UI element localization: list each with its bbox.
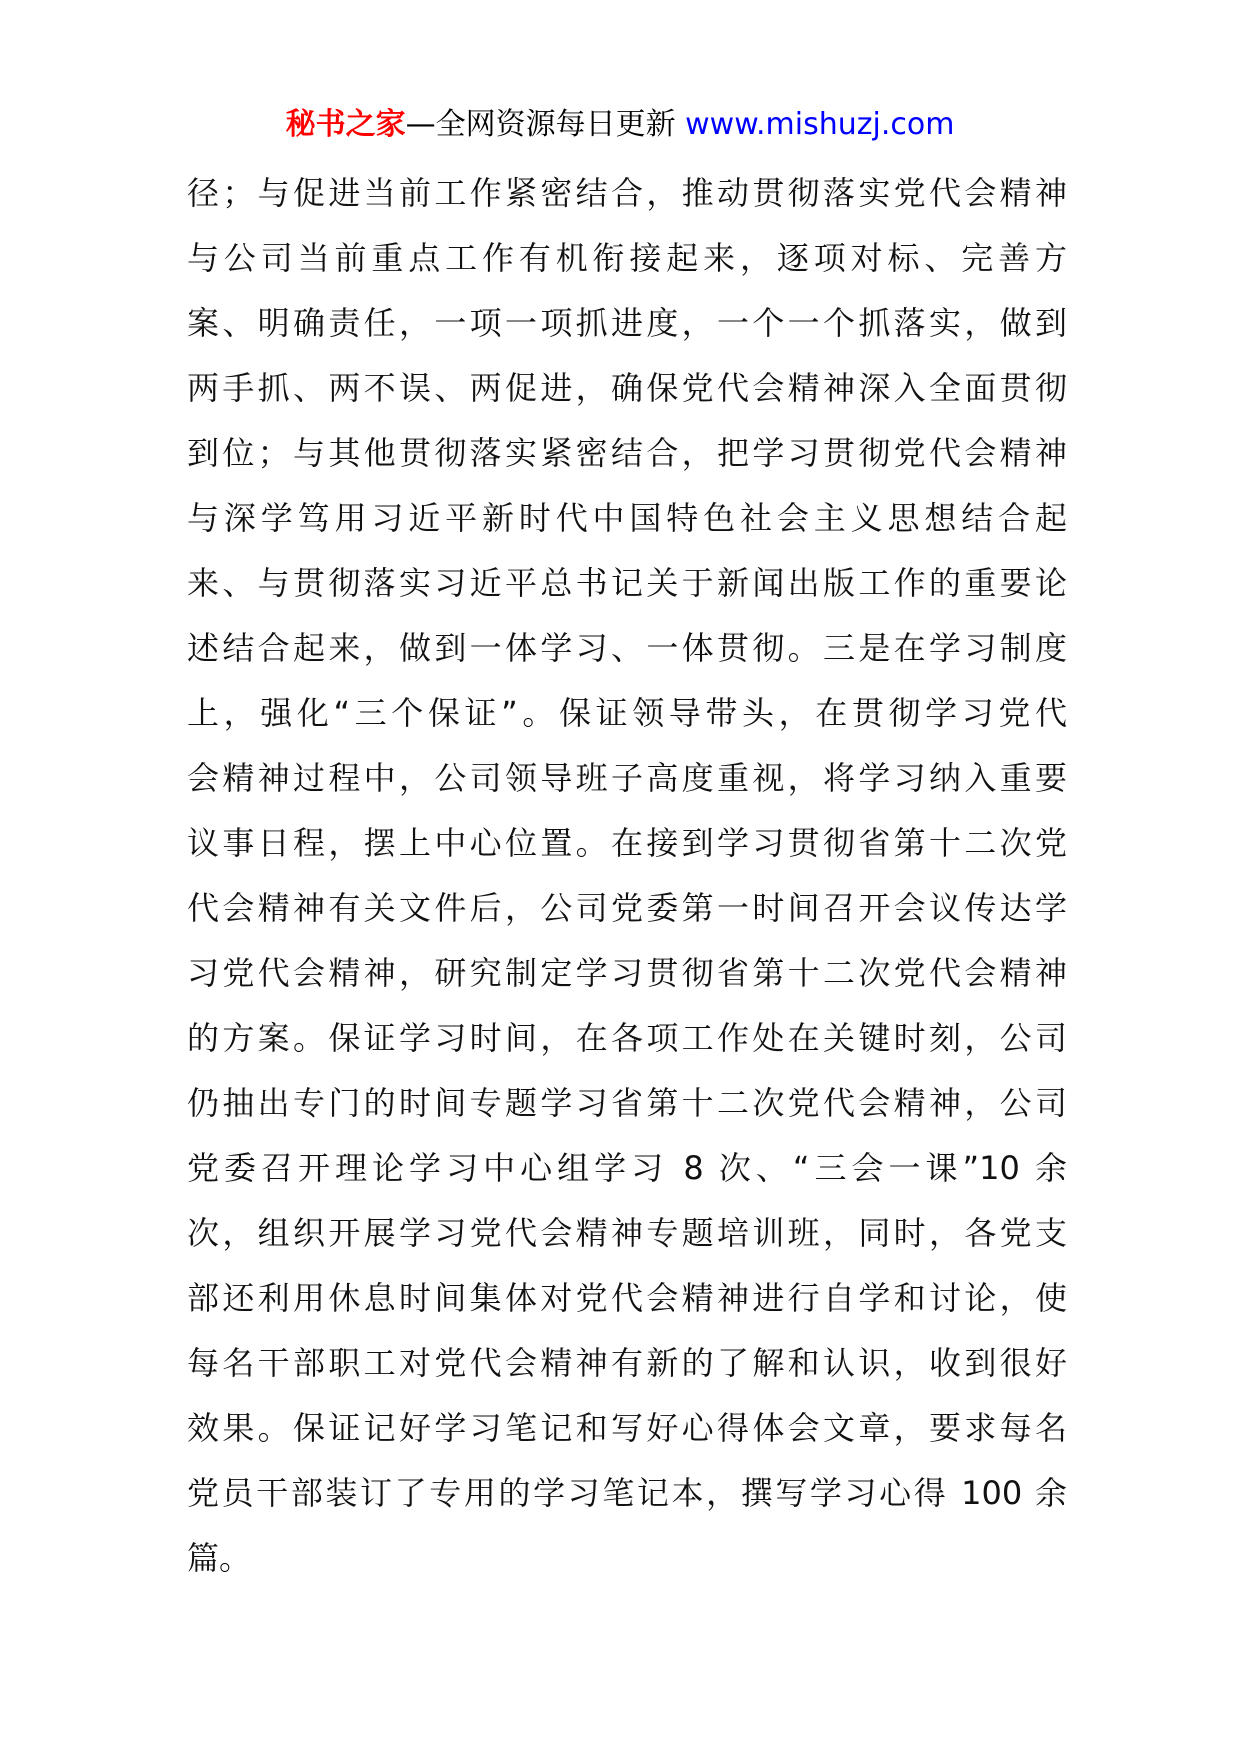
text-line: 议事日程，摆上中心位置。在接到学习贯彻省第十二次党 [187,824,1067,862]
text-line: 述结合起来，做到一体学习、一体贯彻。三是在学习制度 [187,629,1067,667]
text-line-last: 篇。 [187,1539,252,1577]
text-line: 效果。保证记好学习笔记和写好心得体会文章，要求每名 [187,1409,1067,1447]
text-line: 上，强化“三个保证”。保证领导带头，在贯彻学习党代 [187,694,1067,732]
text-line: 来、与贯彻落实习近平总书记关于新闻出版工作的重要论 [187,564,1067,602]
text-line: 与深学笃用习近平新时代中国特色社会主义思想结合起 [187,499,1067,537]
text-line: 部还利用休息时间集体对党代会精神进行自学和讨论，使 [187,1279,1067,1317]
document-body [187,161,1067,1591]
text-line: 会精神过程中，公司领导班子高度重视，将学习纳入重要 [187,759,1067,797]
text-line: 习党代会精神，研究制定学习贯彻省第十二次党代会精神 [187,954,1067,992]
text-line: 两手抓、两不误、两促进，确保党代会精神深入全面贯彻 [187,369,1067,407]
brand-name: 秘书之家 [285,107,406,142]
text-line: 仍抽出专门的时间专题学习省第十二次党代会精神，公司 [187,1084,1067,1122]
text-line: 次，组织开展学习党代会精神专题培训班，同时，各党支 [187,1214,1067,1252]
header-slogan: —全网资源每日更新 [405,107,686,142]
text-line: 径；与促进当前工作紧密结合，推动贯彻落实党代会精神 [187,174,1067,212]
text-line: 党员干部装订了专用的学习笔记本，撰写学习心得 100 余 [187,1474,1067,1512]
text-line: 党委召开理论学习中心组学习 8 次、“三会一课”10 余 [187,1149,1067,1187]
text-line: 到位；与其他贯彻落实紧密结合，把学习贯彻党代会精神 [187,434,1067,472]
text-line: 的方案。保证学习时间，在各项工作处在关键时刻，公司 [187,1019,1067,1057]
text-line: 代会精神有关文件后，公司党委第一时间召开会议传达学 [187,889,1067,927]
text-line: 案、明确责任，一项一项抓进度，一个一个抓落实，做到 [187,304,1067,342]
page-header [0,100,1240,150]
text-line: 每名干部职工对党代会精神有新的了解和认识，收到很好 [187,1344,1067,1382]
site-url-link[interactable]: www.mishuzj.com [685,107,955,142]
text-line: 与公司当前重点工作有机衔接起来，逐项对标、完善方 [187,239,1067,277]
